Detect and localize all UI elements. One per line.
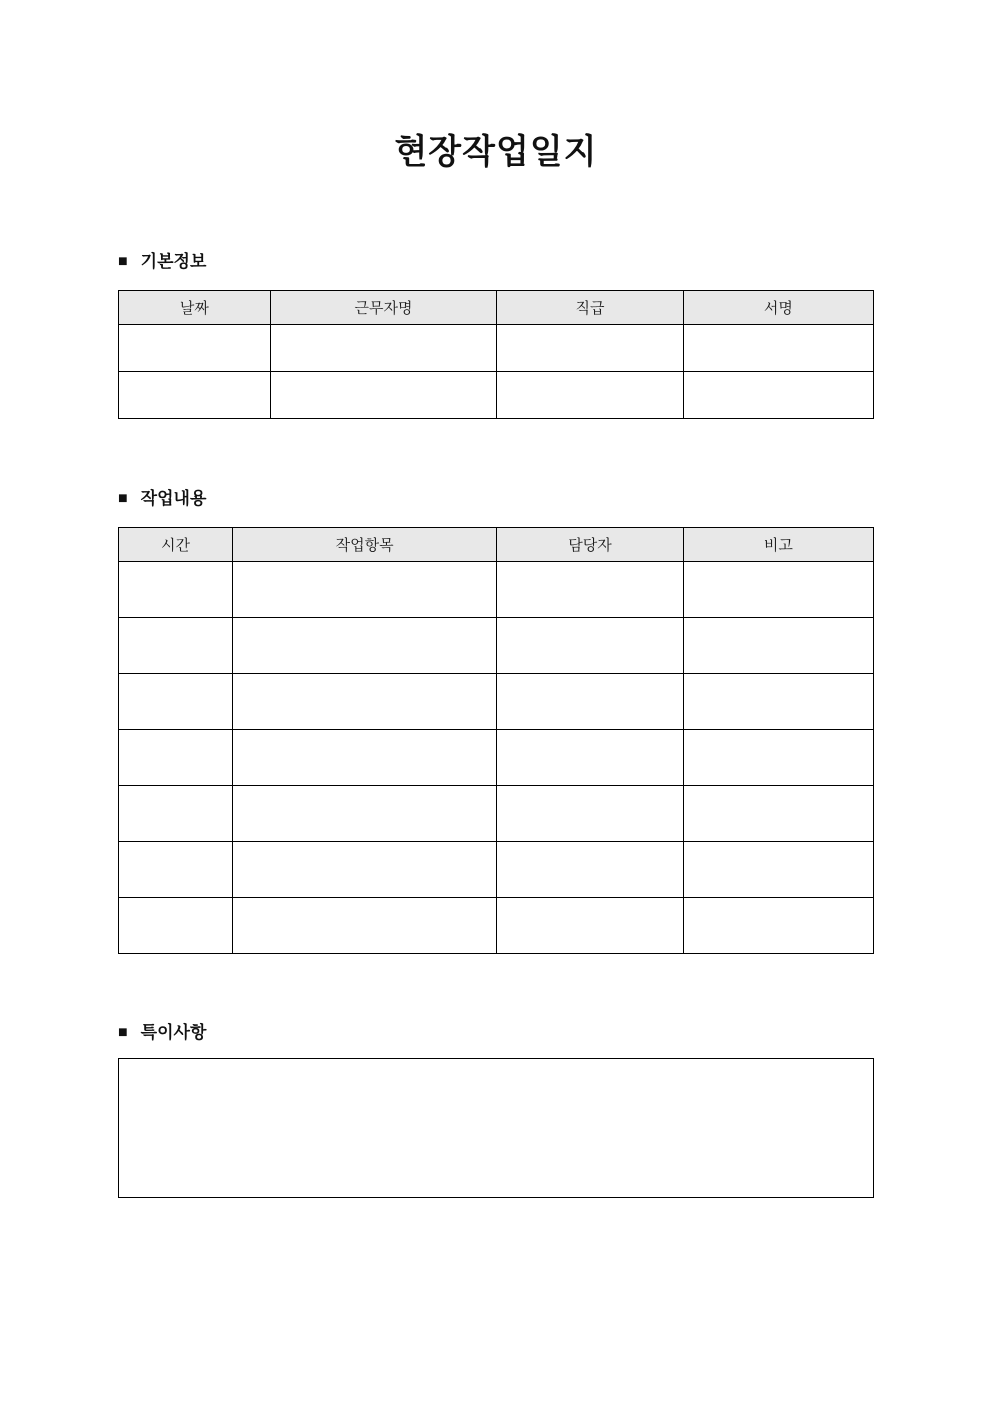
column-header-work-item: 작업항목 [233, 528, 497, 562]
empty-cell[interactable] [119, 674, 233, 730]
square-bullet-icon: ■ [118, 1024, 128, 1041]
empty-cell[interactable] [119, 372, 271, 419]
empty-cell[interactable] [683, 898, 873, 954]
square-bullet-icon: ■ [118, 490, 128, 507]
empty-cell[interactable] [683, 618, 873, 674]
section-title-work-details: 작업내용 [140, 489, 207, 508]
empty-cell[interactable] [497, 842, 683, 898]
work-details-table-head [119, 528, 874, 562]
column-header-date: 날짜 [119, 291, 271, 325]
empty-cell[interactable] [119, 842, 233, 898]
header-row [119, 291, 874, 325]
empty-cell[interactable] [497, 674, 683, 730]
basic-info-table-head [119, 291, 874, 325]
column-header-worker-name: 근무자명 [270, 291, 497, 325]
header-row [119, 528, 874, 562]
table-row [119, 562, 874, 618]
table-row [119, 618, 874, 674]
page-title: 현장작업일지 [394, 133, 598, 171]
empty-cell[interactable] [497, 618, 683, 674]
basic-info-table [118, 290, 874, 419]
empty-cell[interactable] [233, 562, 497, 618]
table-row [119, 674, 874, 730]
empty-cell[interactable] [683, 674, 873, 730]
empty-cell[interactable] [497, 898, 683, 954]
empty-cell[interactable] [233, 898, 497, 954]
empty-cell[interactable] [119, 730, 233, 786]
empty-cell[interactable] [683, 325, 873, 372]
section-header-special-notes [118, 1021, 874, 1045]
section-header-work-details [118, 487, 874, 511]
empty-cell[interactable] [270, 372, 497, 419]
empty-cell[interactable] [270, 325, 497, 372]
empty-cell[interactable] [119, 786, 233, 842]
section-special-notes [118, 1021, 874, 1198]
empty-cell[interactable] [683, 372, 873, 419]
empty-cell[interactable] [683, 842, 873, 898]
table-row [119, 898, 874, 954]
empty-cell[interactable] [497, 325, 683, 372]
empty-cell[interactable] [497, 562, 683, 618]
empty-cell[interactable] [233, 674, 497, 730]
section-header-basic-info [118, 250, 874, 274]
column-header-time: 시간 [119, 528, 233, 562]
empty-cell[interactable] [683, 730, 873, 786]
empty-cell[interactable] [233, 618, 497, 674]
section-title-special-notes: 특이사항 [140, 1023, 207, 1042]
empty-cell[interactable] [119, 562, 233, 618]
column-header-person-in-charge: 담당자 [497, 528, 683, 562]
column-header-remarks: 비고 [683, 528, 873, 562]
empty-cell[interactable] [497, 730, 683, 786]
table-row [119, 730, 874, 786]
empty-cell[interactable] [119, 898, 233, 954]
empty-cell[interactable] [119, 325, 271, 372]
work-details-table-body [119, 562, 874, 954]
table-row [119, 842, 874, 898]
empty-cell[interactable] [497, 372, 683, 419]
empty-cell[interactable] [683, 562, 873, 618]
column-header-signature: 서명 [683, 291, 873, 325]
special-notes-box[interactable] [118, 1058, 874, 1198]
empty-cell[interactable] [233, 842, 497, 898]
empty-cell[interactable] [683, 786, 873, 842]
empty-cell[interactable] [119, 618, 233, 674]
table-row [119, 325, 874, 372]
section-work-details [118, 487, 874, 954]
work-details-table [118, 527, 874, 954]
empty-cell[interactable] [497, 786, 683, 842]
section-title-basic-info: 기본정보 [140, 252, 207, 271]
table-row [119, 372, 874, 419]
square-bullet-icon: ■ [118, 253, 128, 270]
table-row [119, 786, 874, 842]
basic-info-table-body [119, 325, 874, 419]
empty-cell[interactable] [233, 730, 497, 786]
column-header-position: 직급 [497, 291, 683, 325]
empty-cell[interactable] [233, 786, 497, 842]
section-basic-info [118, 250, 874, 419]
